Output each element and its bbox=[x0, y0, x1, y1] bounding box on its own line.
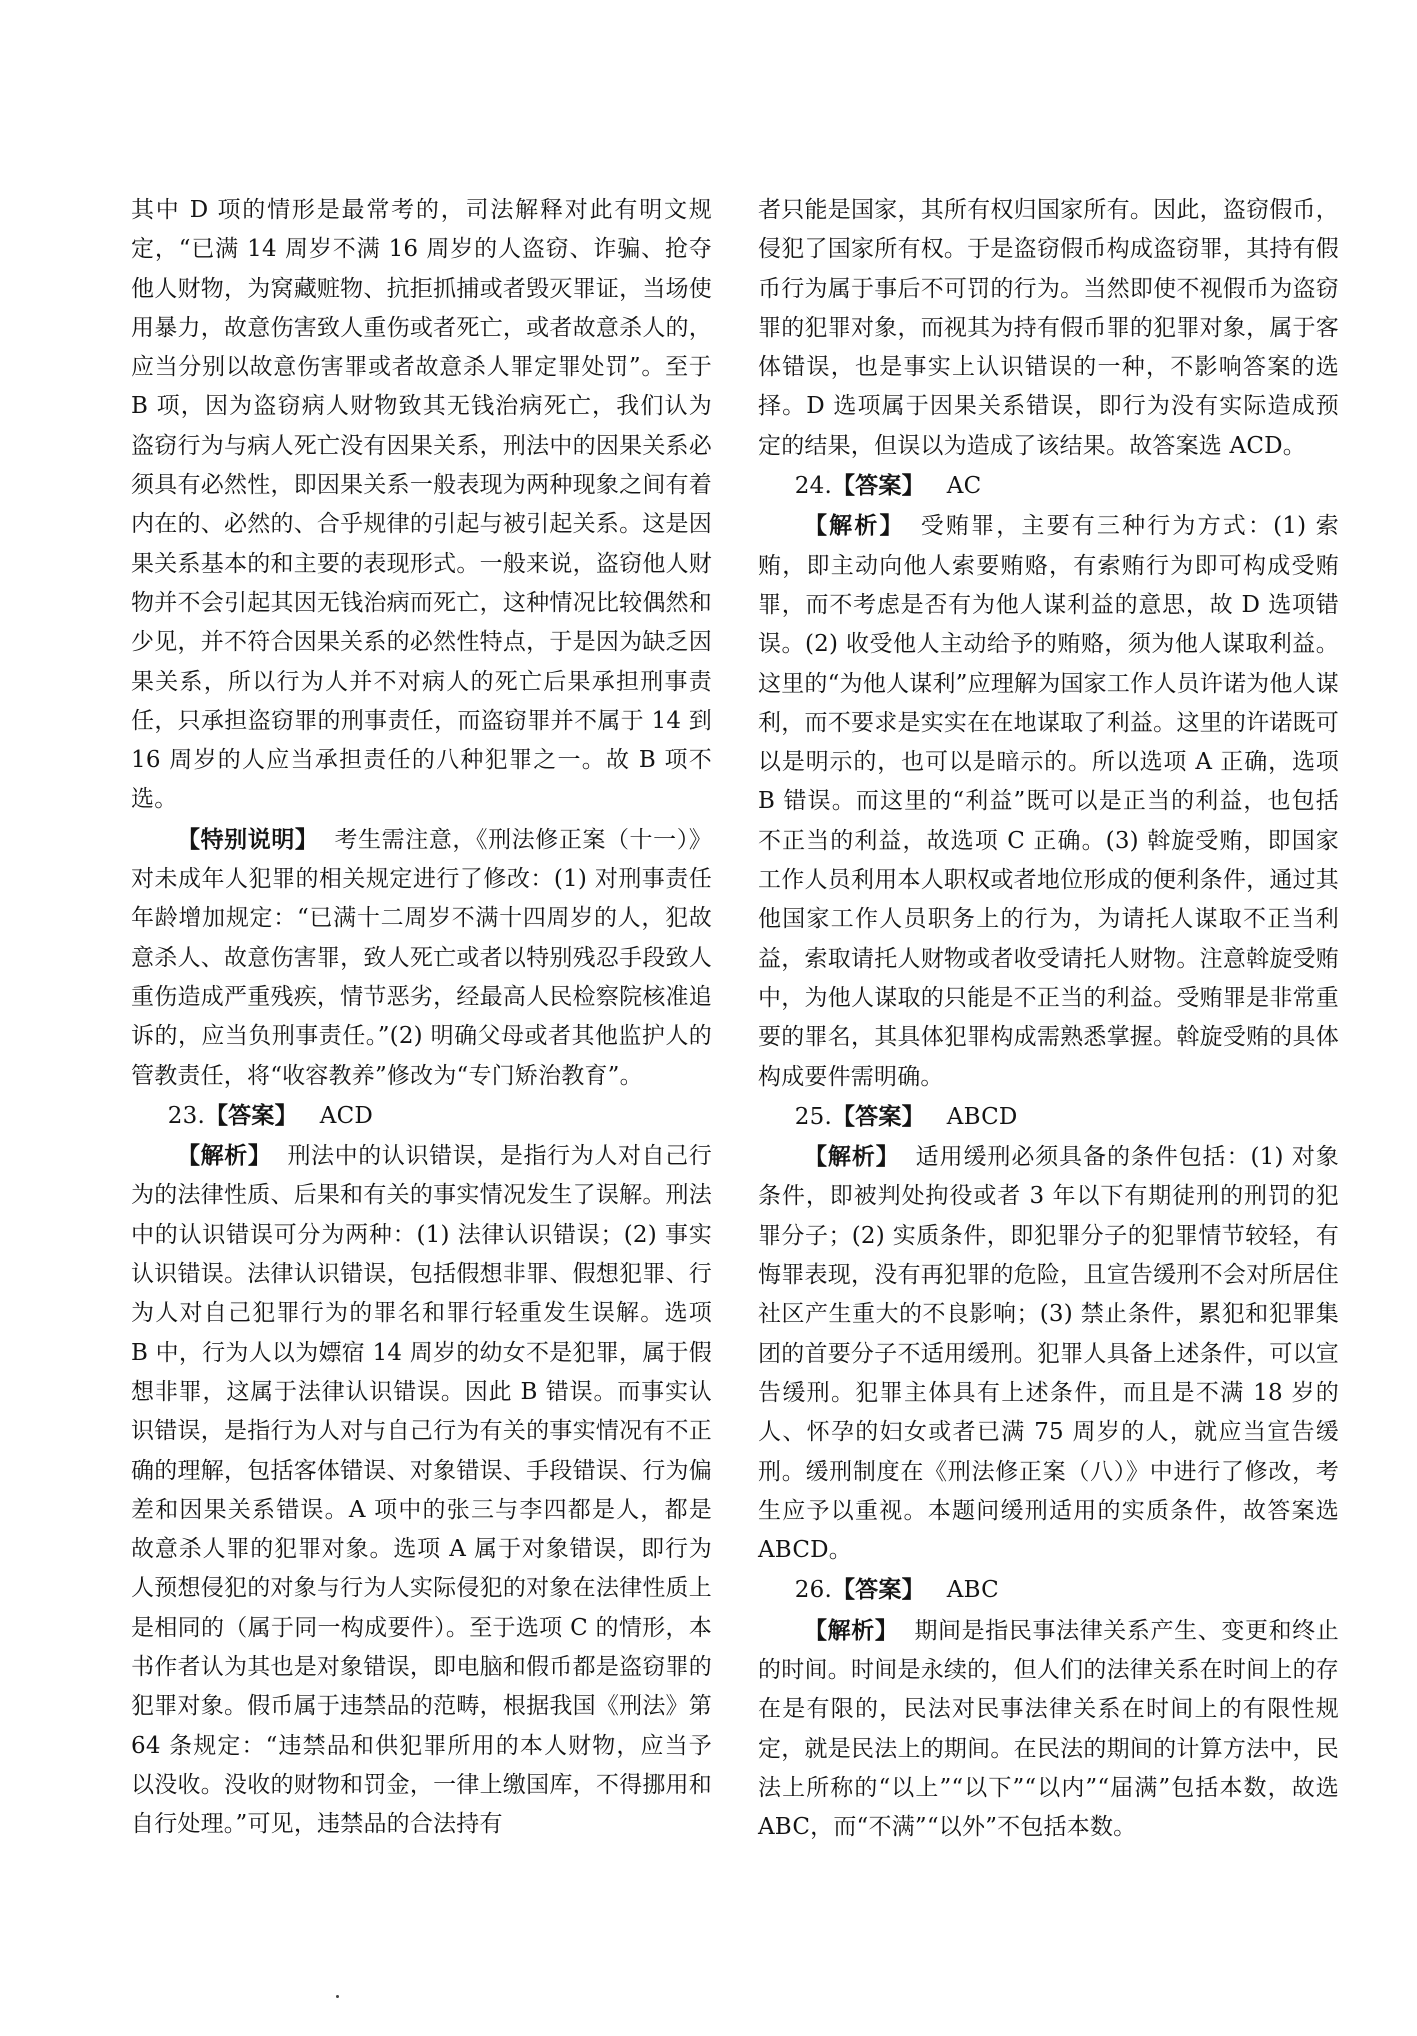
q24-answer-line bbox=[758, 466, 1339, 506]
q23-analysis-text: 刑法中的认识错误，是指行为人对自己行为的法律性质、后果和有关的事实情况发生了误解。刑法中的认识错误可分为两种：(1) 法律认识错误；(2) 事实认识错误。法律认识错误，包括假想非罪、假想犯罪、行为人对自己犯罪行为的罪名和罪行轻重发生误解。选项 B 中，行为人以为嫖宿 14 周岁的幼女不是犯罪，属于假想非罪，这属于法律认识错误。因此 B 错误。而事实认识错误，是指行为人对与自己行为有关的事实情况有不正确的理解，包括客体错误、对象错误、手段错误、行为偏差和因果关系错误。A 项中的张三与李四都是人，都是故意杀人罪的犯罪对象。选项 A 属于对象错误，即行为人预想侵犯的对象与行为人实际侵犯的对象在法律性质上是相同的（属于同一构成要件）。至于选项 C 的情形，本书作者认为其也是对象错误，即电脑和假币都是盗窃罪的犯罪对象。假币属于违禁品的范畴，根据我国《刑法》第 64 条规定：“违禁品和供犯罪所用的本人财物，应当予以没收。没收的财物和罚金，一律上缴国库，不得挪用和自行处理。”可见，违禁品的合法持有 bbox=[131, 1143, 712, 1838]
paragraph-q23-analysis-continued: 者只能是国家，其所有权归国家所有。因此，盗窃假币，侵犯了国家所有权。于是盗窃假币构成盗窃罪，其持有假币行为属于事后不可罚的行为。当然即使不视假币为盗窃罪的犯罪对象，而视其为持有假币罪的犯罪对象，属于客体错误，也是事实上认识错误的一种，不影响答案的选择。D 选项属于因果关系错误，即行为没有实际造成预定的结果，但误以为造成了该结果。故答案选 ACD。 bbox=[758, 197, 1339, 459]
scan-speck bbox=[336, 1995, 339, 1998]
q25-answer-value: ABCD bbox=[946, 1103, 1018, 1130]
left-column bbox=[131, 191, 712, 1844]
q25-number: 25. bbox=[794, 1103, 832, 1130]
q23-answer-tag: 【答案】 bbox=[204, 1101, 298, 1129]
q24-analysis-tag: 【解析】 bbox=[804, 512, 905, 540]
q24-answer-value: AC bbox=[946, 473, 982, 500]
q24-analysis bbox=[758, 506, 1339, 1096]
q26-answer-tag: 【答案】 bbox=[831, 1576, 925, 1604]
right-column bbox=[758, 191, 1339, 1847]
special-note-text: 考生需注意，《刑法修正案（十一）》对未成年人犯罪的相关规定进行了修改：(1) 对刑事责任年龄增加规定：“已满十二周岁不满十四周岁的人，犯故意杀人、故意伤害罪，致人死亡或者以特别残忍手段致人重伤造成严重残疾，情节恶劣，经最高人民检察院核准追诉的，应当负刑事责任。”(2) 明确父母或者其他监护人的管教责任，将“收容教养”修改为“专门矫治教育”。 bbox=[131, 826, 713, 1089]
q23-number: 23. bbox=[167, 1102, 205, 1129]
q25-analysis bbox=[758, 1137, 1339, 1570]
q25-analysis-tag: 【解析】 bbox=[804, 1143, 900, 1171]
q26-answer-line bbox=[758, 1570, 1339, 1610]
q23-analysis bbox=[131, 1136, 712, 1844]
q24-number: 24. bbox=[794, 473, 832, 500]
q25-analysis-text: 适用缓刑必须具备的条件包括：(1) 对象条件，即被判处拘役或者 3 年以下有期徒刑的刑罚的犯罪分子；(2) 实质条件，即犯罪分子的犯罪情节较轻，有悔罪表现，没有再犯罪的危险，且宣告缓刑不会对所居住社区产生重大的不良影响；(3) 禁止条件，累犯和犯罪集团的首要分子不适用缓刑。犯罪人具备上述条件，可以宣告缓刑。犯罪主体具有上述条件，而且是不满 18 岁的人、怀孕的妇女或者已满 75 周岁的人，就应当宣告缓刑。缓刑制度在《刑法修正案（八）》中进行了修改，考生应予以重视。本题问缓刑适用的实质条件，故答案选 ABCD。 bbox=[758, 1144, 1339, 1564]
paragraph-special-note bbox=[131, 820, 712, 1096]
special-note-tag: 【特别说明】 bbox=[177, 825, 319, 853]
q25-answer-tag: 【答案】 bbox=[831, 1102, 925, 1130]
q26-analysis-text: 期间是指民事法律关系产生、变更和终止的时间。时间是永续的，但人们的法律关系在时间上的存在是有限的，民法对民事法律关系在时间上的有限性规定，就是民法上的期间。在民法的期间的计算方法中，民法上所称的“以上”“以下”“以内”“届满”包括本数，故选 ABC，而“不满”“以外”不包括本数。 bbox=[758, 1617, 1339, 1841]
q26-analysis-tag: 【解析】 bbox=[804, 1616, 899, 1644]
q24-analysis-text: 受贿罪，主要有三种行为方式：(1) 索贿，即主动向他人索要贿赂，有索贿行为即可构成受贿罪，而不考虑是否有为他人谋利益的意思，故 D 选项错误。(2) 收受他人主动给予的贿赂，须为他人谋取利益。这里的“为他人谋利”应理解为国家工作人员许诺为他人谋利，而不要求是实实在在地谋取了利益。这里的许诺既可以是明示的，也可以是暗示的。所以选项 A 正确，选项 B 错误。而这里的“利益”既可以是正当的利益，也包括不正当的利益，故选项 C 正确。(3) 斡旋受贿，即国家工作人员利用本人职权或者地位形成的便利条件，通过其他国家工作人员职务上的行为，为请托人谋取不正当利益，索取请托人财物或者收受请托人财物。注意斡旋受贿中，为他人谋取的只能是不正当的利益。受贿罪是非常重要的罪名，其具体犯罪构成需熟悉掌握。斡旋受贿的具体构成要件需明确。 bbox=[758, 513, 1339, 1090]
q24-answer-tag: 【答案】 bbox=[831, 472, 925, 500]
q25-answer-line bbox=[758, 1097, 1339, 1137]
paragraph-q22-analysis-continued: 其中 D 项的情形是最常考的，司法解释对此有明文规定，“已满 14 周岁不满 16 周岁的人盗窃、诈骗、抢夺他人财物，为窝藏赃物、抗拒抓捕或者毁灭罪证，当场使用暴力，故意伤害致人重伤或者死亡，或者故意杀人的，应当分别以故意伤害罪或者故意杀人罪定罪处罚”。至于 B 项，因为盗窃病人财物致其无钱治病死亡，我们认为盗窃行为与病人死亡没有因果关系，刑法中的因果关系必须具有必然性，即因果关系一般表现为两种现象之间有着内在的、必然的、合乎规律的引起与被引起关系。这是因果关系基本的和主要的表现形式。一般来说，盗窃他人财物并不会引起其因无钱治病而死亡，这种情况比较偶然和少见，并不符合因果关系的必然性特点，于是因为缺乏因果关系，所以行为人并不对病人的死亡后果承担刑事责任，只承担盗窃罪的刑事责任，而盗窃罪并不属于 14 到 16 周岁的人应当承担责任的八种犯罪之一。故 B 项不选。 bbox=[131, 197, 712, 813]
q23-answer-value: ACD bbox=[319, 1102, 374, 1129]
q26-number: 26. bbox=[794, 1577, 832, 1604]
q23-answer-line bbox=[131, 1096, 712, 1136]
q23-analysis-tag: 【解析】 bbox=[177, 1142, 272, 1170]
q26-analysis bbox=[758, 1611, 1339, 1848]
q26-answer-value: ABC bbox=[946, 1577, 999, 1604]
